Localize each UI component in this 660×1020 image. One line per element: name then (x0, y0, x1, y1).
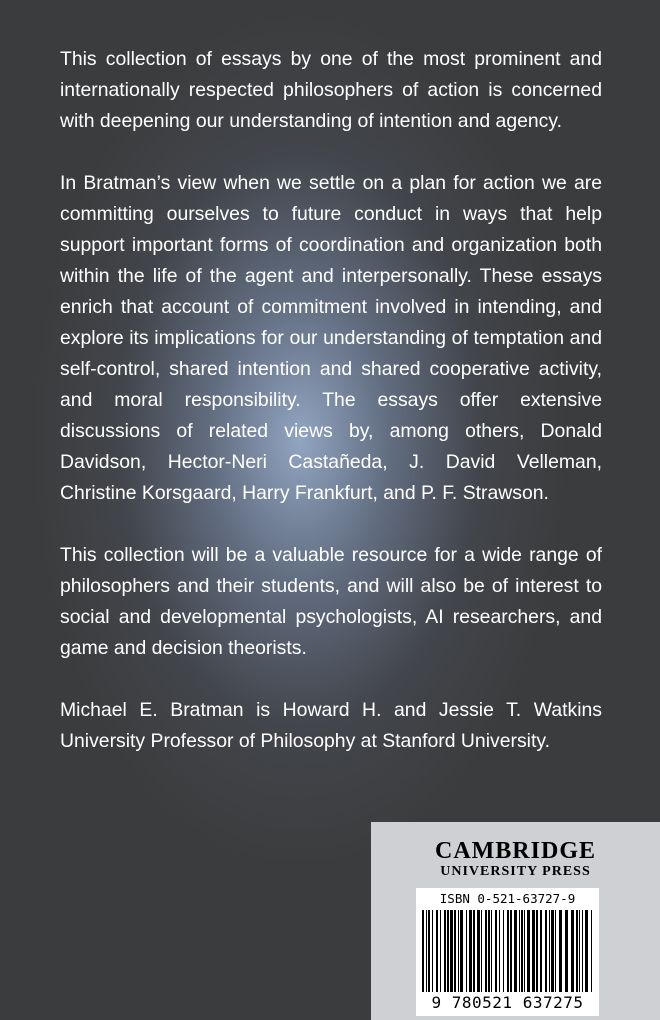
barcode-bar (545, 910, 547, 992)
barcode-bar (519, 910, 520, 992)
barcode-bar (585, 910, 588, 992)
barcode-bar (524, 910, 525, 992)
barcode-bar (499, 910, 500, 992)
barcode-bar (536, 910, 538, 992)
barcode-bar (469, 910, 472, 992)
barcode-bar (488, 910, 490, 992)
barcode-bar (582, 910, 583, 992)
barcode-bar (422, 910, 424, 992)
barcode-bar (454, 910, 456, 992)
blurb-paragraph-3: This collection will be a valuable resource for a wide range of philosophers and their students, and will also be of interest to social and developmental psychologists, AI researchers, and game and decision theorists. (60, 544, 602, 659)
barcode-bar (571, 910, 574, 992)
barcode-bar (527, 910, 530, 992)
barcode-bar (549, 910, 550, 992)
barcode-bar (514, 910, 517, 992)
barcode-bar (576, 910, 578, 992)
barcode-bar (466, 910, 467, 992)
barcode-bar (551, 910, 554, 992)
barcode-panel (371, 822, 660, 1020)
barcode-bar (450, 910, 453, 992)
barcode-bar (503, 910, 504, 992)
barcode-bar (428, 910, 430, 992)
barcode-number: 9 780521 637275 (431, 993, 584, 1012)
barcode-bar (477, 910, 480, 992)
barcode-bar (559, 910, 562, 992)
barcode-bar (579, 910, 580, 992)
barcode-bar (473, 910, 475, 992)
barcode-bar (440, 910, 441, 992)
barcode-box (416, 888, 599, 1016)
barcode-bar (426, 910, 427, 992)
barcode-bar (485, 910, 487, 992)
barcode-bar (507, 910, 509, 992)
blurb-paragraph-1: This collection of essays by one of the most prominent and internationally respected philosophers of action is concerned with deepening our understanding of intention and agency. (60, 48, 602, 132)
barcode-bar (491, 910, 492, 992)
barcode-bar (591, 910, 592, 992)
author-bio: Michael E. Bratman is Howard H. and Jessie T. Watkins University Professor of Philosophy at Stanford University. (60, 699, 602, 752)
barcode-bar (447, 910, 449, 992)
barcode-bar (444, 910, 446, 992)
barcode-bar (510, 910, 512, 992)
barcode-bar (481, 910, 482, 992)
barcode-bar (460, 910, 463, 992)
publisher-logo-press: UNIVERSITY PRESS (440, 864, 591, 879)
barcode-bar (436, 910, 438, 992)
barcode-icon (422, 910, 593, 992)
barcode-bar (555, 910, 556, 992)
barcode-bar (458, 910, 459, 992)
isbn-label: ISBN 0-521-63727-9 (439, 891, 576, 906)
blurb-text (60, 44, 602, 757)
barcode-bar (540, 910, 542, 992)
barcode-bar (565, 910, 568, 992)
blurb-paragraph-2: In Bratman’s view when we settle on a plan for action we are committing ourselves to future conduct in ways that help support important forms of coordination and organization both within the life of the agent and interpersonally. These essays enrich that account of commitment involved in intending, and explore its implications for our understanding of temptation and self-control, shared intention and shared cooperative activity, and moral responsibility. The essays offer extensive discussions of related views by, among others, Donald Davidson, Hector-Neri Castañeda, J. David Velleman, Christine Korsgaard, Harry Frankfurt, and P. F. Strawson. (60, 172, 602, 504)
barcode-bar (521, 910, 523, 992)
barcode-bar (532, 910, 535, 992)
publisher-logo-name: CAMBRIDGE (434, 838, 596, 864)
barcode-bar (495, 910, 497, 992)
barcode-bar (432, 910, 433, 992)
